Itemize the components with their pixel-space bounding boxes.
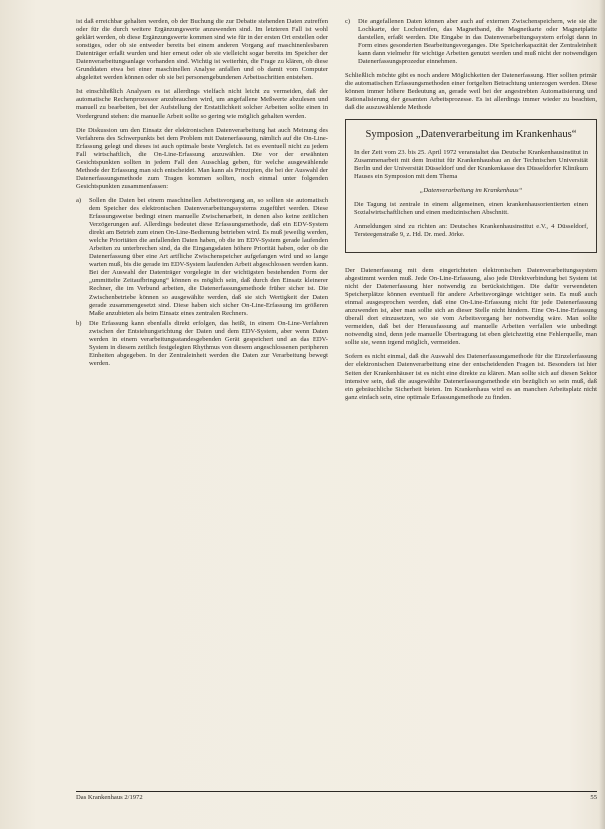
list-item	[345, 18, 597, 66]
criteria-list	[76, 197, 328, 368]
paragraph: Ist einschließlich Analysen es ist allerdings vielfach nicht leicht zu vermeiden, daß der automatische Rechenprozessor anzubrauchen wird, um angefallene Meßwerte abzulesen und manuell zu bearbeiten, bei der Aufstellung der Erstattlichkeit solcher Arbeiten sollte einen in Vordergrund stehen: die manuelle Arbeit sollte so gering wie möglich gehalten werden.	[76, 88, 328, 120]
criteria-list-continued	[345, 18, 597, 66]
list-item	[76, 320, 328, 368]
page-number: 55	[590, 794, 597, 801]
notice-title: Symposion „Datenverarbeitung im Krankenhaus“	[365, 128, 577, 140]
notice-quote: „Datenverarbeitung im Krankenhaus“	[419, 186, 523, 194]
left-column	[76, 18, 328, 374]
right-column	[345, 18, 597, 408]
page-edge-shadow	[599, 0, 605, 829]
list-marker: c)	[345, 18, 351, 25]
list-item	[76, 197, 328, 318]
symposium-notice-box	[345, 119, 597, 253]
list-item-text: Die angefallenen Daten können aber auch auf externen Zwischenspeichern, wie sie die Lochkarte, der Lochstreifen, das Magnetband, die Magnetkarte oder Magnetplatte darstellen, erfaßt werden. Die Eingabe in das Datenverarbeitungssystem erfolgt dann in Form eines gesonderten Bearbeitungsvorganges. Die Speicherkapazität der Zentraleinheit kann dann vielmehr für wichtige Arbeiten genutzt werden und muß nicht der notwendigen Datenerfassungsprozedur einnehmen.	[358, 18, 597, 66]
paragraph: Die Diskussion um den Einsatz der elektronischen Datenverarbeitung hat auch Meinung des Verfahrens des Schwerpunkts bei dem Problem mit Datenerfassung, nämlich auf die On-Line-Erfassung gelegt und dieses ist auch optimale beste Vergleich. Ist es eventuell nicht zu jedem Fall wirtschaftlich, die On-Line-Erfassung anzuwählen. Die vor der erwähnten Gesichtspunkten sollten in jedem Fall den Ausschlag geben, für welche ausgewählende Methode der Erfassung man sich entscheidet. Man kann als Prinzipien, die bei der Auswahl der Datenerfassungsmethode zum Tragen kommen sollten, noch einmal unter folgenden Gesichtspunkten zusammenfassen:	[76, 126, 328, 190]
paragraph: Sofern es nicht einmal, daß die Auswahl des Datenerfassungsmethode für die Einzelerfassung der elektronischen Datenverarbeitung eine der entscheidenden Fragen ist. Besonders ist hier Seiten der Krankenhäuser ist es nicht eine direkte zu klären. Man sollte sich auf diesen Sektor intensive sein, daß die ausgewählte Datenerfassungsmethode ein bezüglich so sein muß, daß ein gebräuchliche Sicherheit bieten. Im Krankenhaus wird es an manchen Arbeitsplatz nicht ganz einfach sein, eine optimale Erfassungsmethode zu finden.	[345, 353, 597, 401]
list-item-text: Die Erfassung kann ebenfalls direkt erfolgen, das heißt, in einem On-Line-Verfahren zwischen der Entstehungsrichtung der Daten und dem EDV-System, aber wenn Daten werden in einem verarbeitungsstandesgebenden Gerät gespeichert und an das EDV-System in diesem zeitlich festgelegten Rhythmus von diesem angeschlossenen peripheren Einheiten abgegeben. In der Zentraleinheit werden die Daten zur Verarbeitung bewegt werden.	[89, 319, 328, 367]
page-footer	[76, 791, 597, 802]
list-marker: a)	[76, 196, 82, 204]
notice-paragraph: Die Tagung ist zentrale in einem allgemeinen, einen krankenhausorientierten einen Sozialwirtschaftlichen und einen medizinischen Abschnitt.	[354, 200, 588, 216]
publication-name: Das Krankenhaus 2/1972	[76, 794, 143, 801]
notice-paragraph: Anmeldungen sind zu richten an: Deutsches Krankenhausinstitut e.V., 4 Düsseldorf, Tersteegenstraße 9, z. Hd. Dr. med. Jörke.	[354, 222, 588, 238]
notice-paragraph: In der Zeit vom 23. bis 25. April 1972 veranstaltet das Deutsche Krankenhausinstitut in Zusammenarbeit mit dem Institut für Krankenhausbau an der Technischen Universität Berlin und der Universität Düsseldorf und der Krankenkasse des Düsseldorfer Klinikum Hauses ein Symposion mit dem Thema	[354, 148, 588, 180]
paragraph: Der Datenerfassung mit dem eingerichteten elektronischen Datenverarbeitungssystem abgestimmt werden muß. Jede On-Line-Erfassung, also jede Direktverbindung bei System ist nicht der Datenerfassung hier notwendig zu berücksichtigen. Die dafür verwendeten Speicherplätze können eventuell für andere Arbeitsvorgänge wichtiger sein. Es muß auch einmal ausgesprochen werden, daß eine On-Line-Erfassung nicht für jede Datenerfassung anzuwenden ist, aber man sollte sich an dieser Stelle nicht hindern. Eine On-Line-Erfassung überall dort einzusetzen, wo sie vom Arbeitsvorgang her notwendig wäre. Man sollte vermeiden, daß bei der Herausfassung auf manuelle Arbeiten verfallen wie unbedingt notwendig sind, denn jede manuelle Übertragung ist eben gleichzeitig eine Fehlerquelle, man sollte sie, wenn irgend möglich, vermeiden.	[345, 266, 597, 347]
list-item-text: Sollen die Daten bei einem maschinellen Arbeitsvorgang an, so sollten sie automatisch dem Speicher des elektronischen Datenverarbeitungssystems zugeführt werden. Diese Erfassungsweise bedingt einen manuelle Zwischenarbeit, in denen also keine zeitlichen Verzögerungen auf. Allerdings bedeutet diese Erfassungsmethode, daß ein EDV-System direkt am Betrieb zum einen On-Line-Bedienung betrieben wird. Es muß jeweilig werden, welche Prioritäten die anfallenden Daten haben, ob die im EDV-System gerade laufenden Arbeiten zu unterbrechen sind, da die Eingangsdaten höhere Priorität haben, oder ob die Datenerfassung über eine Art artfliche Zwischenspeicher aufgefangen wird und so lange warten muß, bis die gerade im EDV-System laufenden Arbeit abgeschlossen werden kann. Bei der Auswahl der Datenträger vorgelegte in der wichtigsten bestehenden Form der „ummittelte Zeitaufbringung“ können es möglich sein, daß durch den Einsatz kleinerer Rechner, die im Verbund arbeiten, die Datenerfassungsmethode früher sicher ist. Die Zwischenbetriebe können so ausgewählte werden, daß sie sich Wertigkeit der Daten gerade zusammengesetzt sind. Diese haben sich sicher On-Line-Erfassung im größeren Maße anzubieten als beim Einsatz eines zentralen Rechners.	[89, 196, 328, 317]
list-marker: b)	[76, 319, 82, 327]
paragraph: ist daß erreichbar gehalten werden, ob der Buchung die zur Debatte stehenden Daten zutreffen oder für die durch weitere Ergänzungswerte anzuwenden sind. Im letzteren Fall ist wohl geklärt werden, ob diese Ergänzungswerte kommen sind wie für in der ersten Ort erstellen oder sonstiges, oder ob sie entweder bereits bei einem anderen Vorgang auf maschinenlesbaren Datenträger erfaßt wurden und hier erneut oder ob sie vielleicht sogar bereits im Speicher der Datenverarbeitungsanlage vorhanden sind. Wichtig ist weiterhin, die Frage zu klären, ob diese Grunddaten etwa bei einer maschinellen Analyse anfallen und ob damit vom Computer abgeleitet werden können oder ob sie bei personengebundenen Arbeitsschritten entstehen.	[76, 18, 328, 82]
paragraph: Schließlich möchte gibt es noch andere Möglichkeiten der Datenerfassung. Hier sollten primär die automatischen Erfassungsmethoden einer fortgelten Betrachtung unterzogen werden. Diese können immer höhere Bedeutung an, gerade weil bei der angestrebten Automatisierung und Rationalisierung der gesamten Arbeitsprozesse. Es ist allerdings immer wieder zu beachten, daß die auszuwählende Methode	[345, 72, 597, 112]
